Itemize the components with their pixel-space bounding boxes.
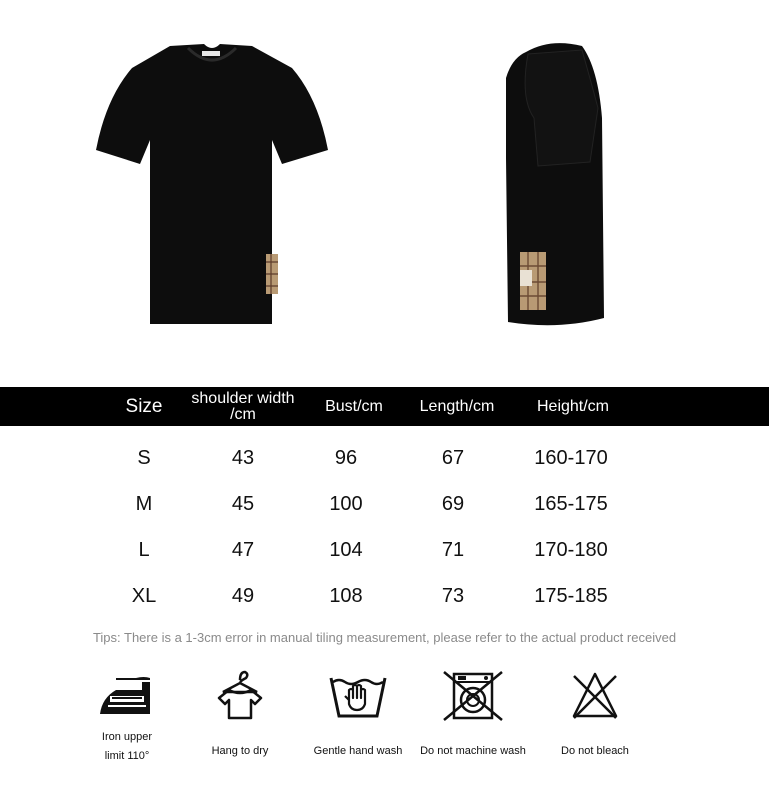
header-size: Size: [125, 395, 163, 417]
cell-size: S: [137, 446, 151, 469]
care-item-no-machine-wash: [414, 668, 532, 761]
hang-to-dry-icon: [215, 668, 265, 722]
header-bust: Bust/cm: [325, 397, 383, 415]
care-instructions: [0, 668, 769, 778]
measurement-tips: Tips: There is a 1-3cm error in manual tiling measurement, please refer to the actual product received: [92, 630, 677, 645]
cell-height: 175-185: [534, 584, 608, 607]
care-label-iron-line2: limit 110°: [104, 750, 150, 762]
cell-size: L: [138, 538, 150, 561]
header-shoulder-line1: shoulder width: [191, 389, 295, 407]
care-item-hand-wash: [306, 668, 410, 761]
tshirt-front-image: [92, 38, 332, 330]
no-bleach-icon: [570, 668, 620, 722]
hand-wash-icon: [329, 668, 387, 722]
tshirt-side-image: [498, 38, 614, 330]
cell-length: 67: [441, 446, 465, 469]
cell-bust: 104: [329, 538, 363, 561]
cell-length: 73: [441, 584, 465, 607]
no-machine-wash-icon: [440, 668, 506, 722]
cell-shoulder: 47: [231, 538, 255, 561]
care-label-iron-line1: Iron upper: [101, 731, 153, 743]
cell-length: 69: [441, 492, 465, 515]
cell-size: XL: [131, 584, 157, 607]
cell-size: M: [135, 492, 153, 515]
table-row: [0, 435, 769, 481]
care-label-hand-wash: Gentle hand wash: [313, 745, 403, 757]
size-chart-table: [0, 387, 769, 619]
cell-height: 160-170: [534, 446, 608, 469]
cell-shoulder: 43: [231, 446, 255, 469]
care-label-no-machine-wash: Do not machine wash: [420, 745, 526, 757]
cell-shoulder: 49: [231, 584, 255, 607]
cell-shoulder: 45: [231, 492, 255, 515]
table-row: [0, 481, 769, 527]
care-label-hang-dry: Hang to dry: [211, 745, 269, 757]
product-photos: [0, 0, 769, 380]
cell-height: 165-175: [534, 492, 608, 515]
cell-bust: 96: [334, 446, 358, 469]
iron-icon: [96, 668, 158, 722]
cell-bust: 108: [329, 584, 363, 607]
care-item-no-bleach: [552, 668, 638, 761]
cell-bust: 100: [329, 492, 363, 515]
cell-height: 170-180: [534, 538, 608, 561]
header-shoulder-width: [184, 387, 302, 426]
care-item-hang-dry: [200, 668, 280, 761]
care-label-no-bleach: Do not bleach: [561, 745, 629, 757]
care-item-iron: [92, 668, 162, 766]
table-row: [0, 527, 769, 573]
header-height: Height/cm: [536, 397, 610, 415]
size-chart-header: [0, 387, 769, 426]
table-row: [0, 573, 769, 619]
header-length: Length/cm: [419, 397, 495, 415]
header-shoulder-line2: /cm: [230, 405, 256, 423]
cell-length: 71: [441, 538, 465, 561]
